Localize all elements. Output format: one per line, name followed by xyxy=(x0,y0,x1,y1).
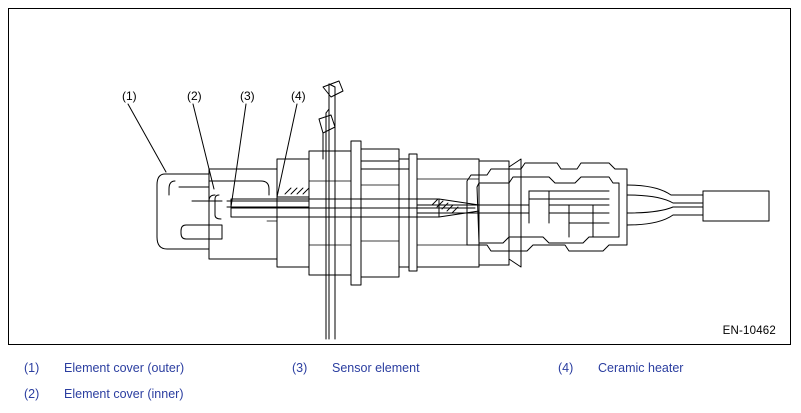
legend-item xyxy=(24,355,294,381)
callout-label-4: (4) xyxy=(291,89,306,103)
legend-item-label: Element cover (inner) xyxy=(64,387,184,401)
sensor-housing xyxy=(277,141,417,285)
legend-item-number: (4) xyxy=(558,361,574,375)
oxygen-sensor-cutaway-diagram xyxy=(9,9,790,344)
legend-column-2 xyxy=(292,355,562,407)
figure-frame xyxy=(8,8,791,345)
lead-wires xyxy=(627,185,769,225)
internal-detail-lines xyxy=(267,179,479,245)
callout-leader-lines xyxy=(128,104,297,207)
element-cover-outer xyxy=(157,169,277,259)
connector-boot xyxy=(467,163,627,251)
element-cover-inner xyxy=(209,181,309,219)
figure-id-code: EN-10462 xyxy=(722,325,776,337)
legend-item-number: (1) xyxy=(24,361,40,375)
wafer-hatch-marks xyxy=(285,188,458,213)
legend-item-label: Sensor element xyxy=(332,361,420,375)
legend-item-number: (2) xyxy=(24,387,40,401)
mounting-tab xyxy=(319,81,343,159)
legend-item-label: Ceramic heater xyxy=(598,361,684,375)
callout-label-2: (2) xyxy=(187,89,202,103)
legend-item-number: (3) xyxy=(292,361,308,375)
legend-column-3 xyxy=(558,355,791,407)
legend-item xyxy=(292,355,562,381)
callout-label-1: (1) xyxy=(122,89,137,103)
legend-column-1 xyxy=(24,355,294,407)
legend xyxy=(8,355,791,407)
callout-label-3: (3) xyxy=(240,89,255,103)
legend-item-label: Element cover (outer) xyxy=(64,361,185,375)
legend-item xyxy=(558,355,791,381)
legend-item xyxy=(24,381,294,407)
